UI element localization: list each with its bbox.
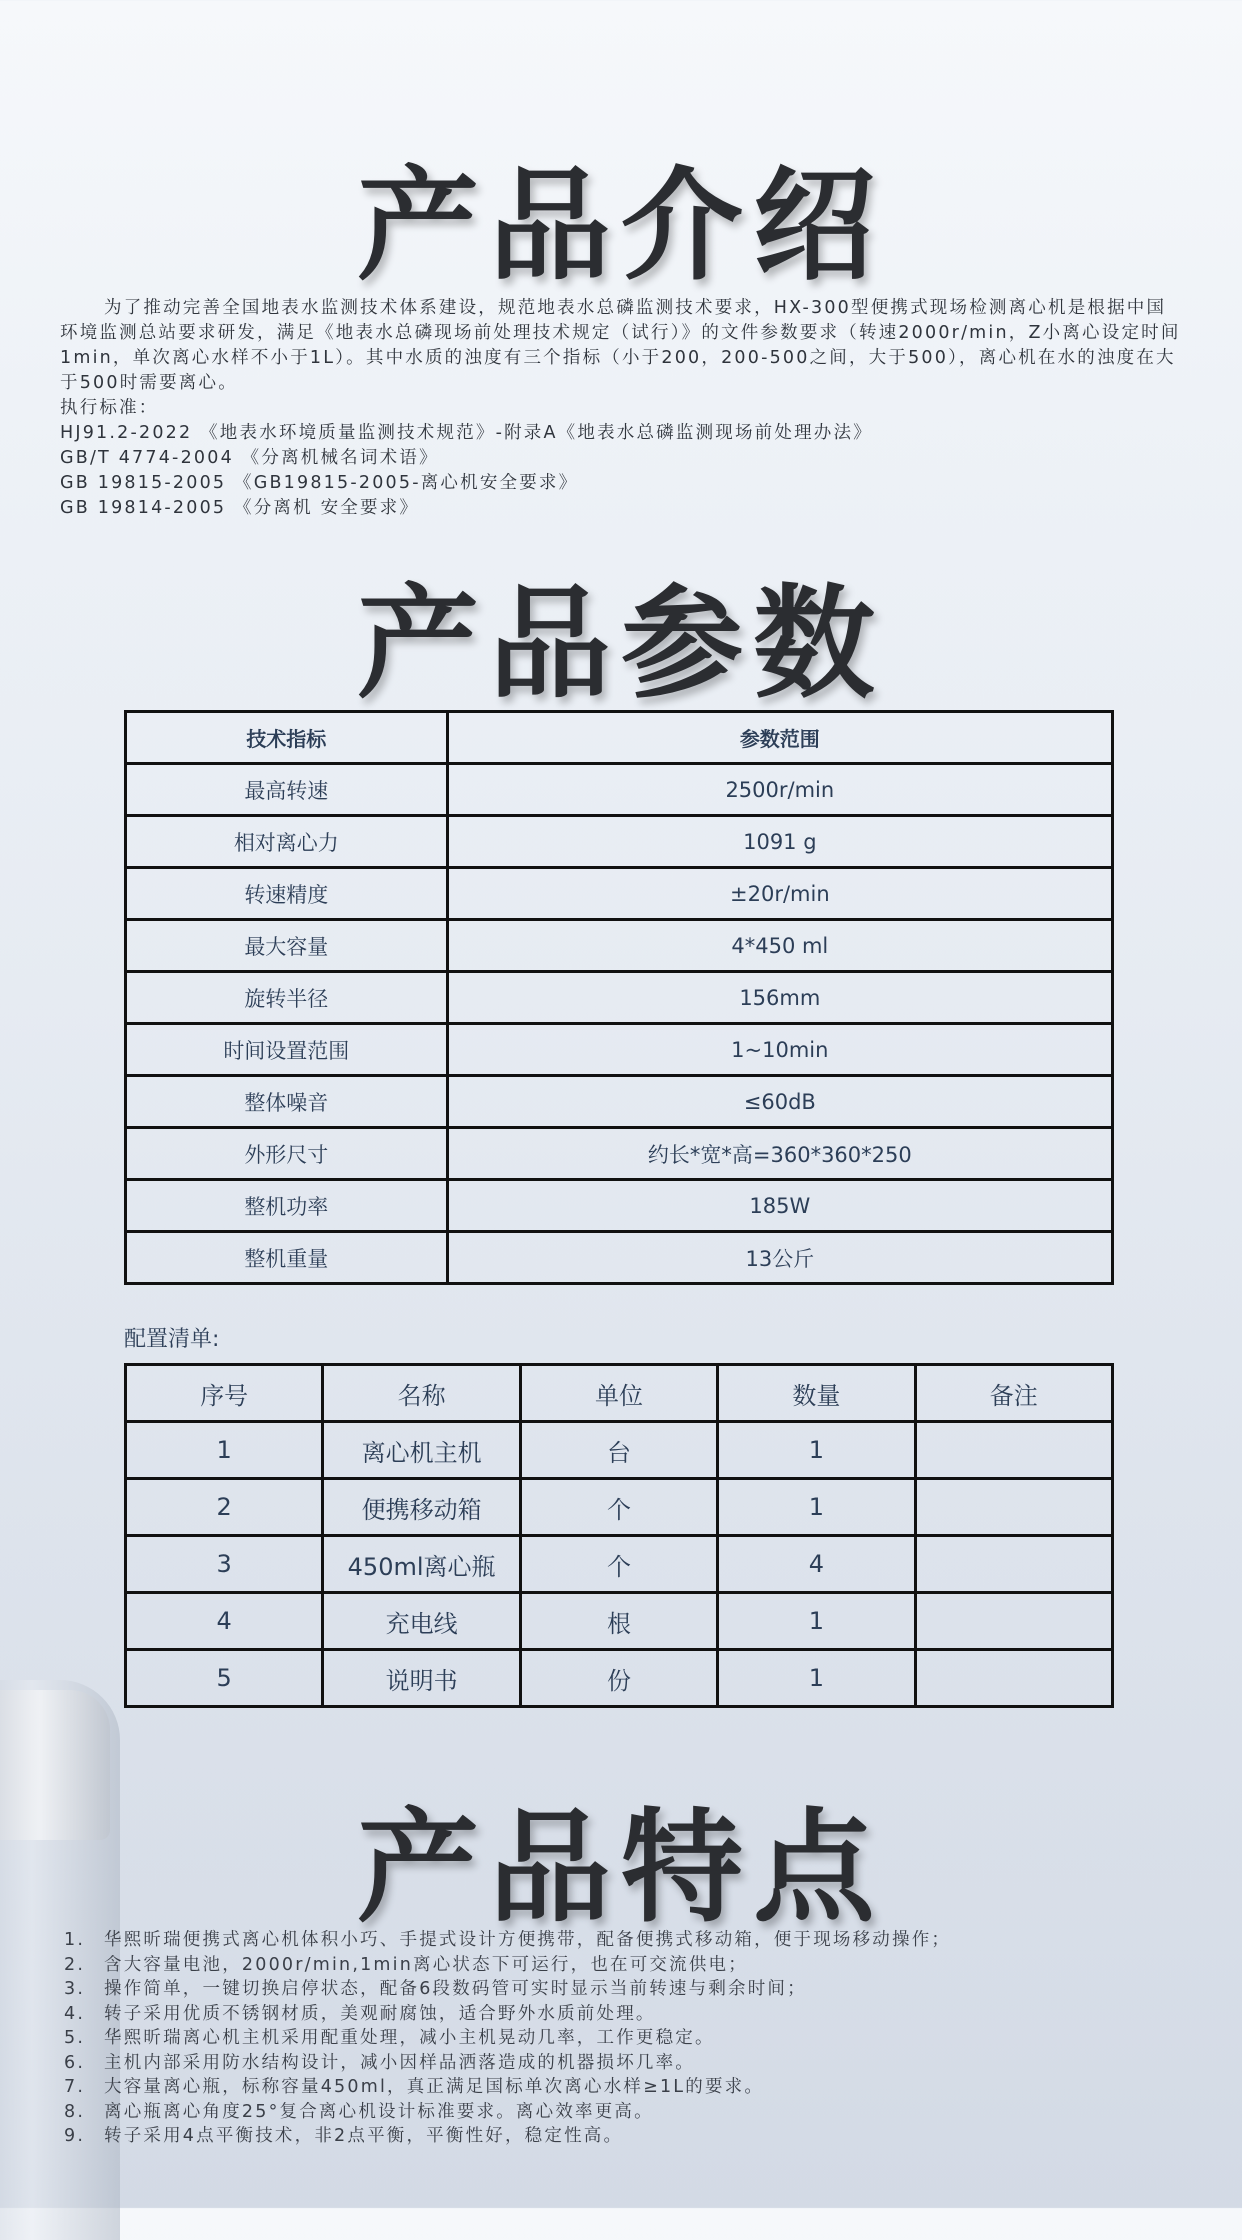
standard-item: GB 19815-2005 《GB19815-2005-离心机安全要求》 — [60, 473, 579, 493]
param-name-cell: 整体噪音 — [126, 1076, 448, 1128]
param-value-cell: 1091 g — [447, 816, 1112, 868]
feature-text: 华熙昕瑞离心机主机采用配重处理，减小主机晃动几率，工作更稳定。 — [104, 2028, 715, 2048]
quantity-cell: 1 — [718, 1422, 915, 1479]
remark-cell — [915, 1650, 1112, 1707]
feature-number: 8. — [64, 2101, 86, 2122]
unit-cell: 份 — [520, 1650, 717, 1707]
standard-item: HJ91.2-2022 《地表水环境质量监测技术规范》-附录A《地表水总磷监测现场前处理办法》 — [60, 423, 873, 443]
table-row — [126, 816, 1113, 868]
parameter-table — [124, 710, 1114, 1285]
feature-text: 含大容量电池，2000r/min,1min离心状态下可运行，也在可交流供电； — [104, 1954, 748, 1975]
table-header-row — [126, 1365, 1113, 1422]
quantity-cell: 1 — [718, 1593, 915, 1650]
quantity-cell: 1 — [718, 1479, 915, 1536]
param-value-cell: ≤60dB — [447, 1076, 1112, 1128]
section-title-intro: 产品介绍 — [357, 155, 885, 297]
unit-cell: 个 — [520, 1479, 717, 1536]
table-row — [126, 1479, 1113, 1536]
param-name-cell: 转速精度 — [126, 868, 448, 920]
remark-cell — [915, 1536, 1112, 1593]
param-name-cell: 整机重量 — [126, 1232, 448, 1284]
feature-text: 转子采用优质不锈钢材质，美观耐腐蚀，适合野外水质前处理。 — [104, 2003, 656, 2024]
header-cell: 序号 — [126, 1365, 323, 1422]
table-row — [126, 764, 1113, 816]
quantity-cell: 1 — [718, 1650, 915, 1707]
feature-number: 5. — [64, 2028, 86, 2048]
list-item — [64, 2026, 1184, 2051]
param-value-cell: 185W — [447, 1180, 1112, 1232]
param-name-cell: 外形尺寸 — [126, 1128, 448, 1180]
feature-number: 6. — [64, 2052, 86, 2073]
param-value-cell: 13公斤 — [447, 1232, 1112, 1284]
header-cell: 单位 — [520, 1365, 717, 1422]
list-item — [64, 2124, 1184, 2149]
param-value-cell: 156mm — [447, 972, 1112, 1024]
remark-cell — [915, 1479, 1112, 1536]
quantity-cell: 4 — [718, 1536, 915, 1593]
table-row — [126, 1128, 1113, 1180]
feature-text: 华熙昕瑞便携式离心机体积小巧、手提式设计方便携带，配备便携式移动箱，便于现场移动操作； — [104, 1930, 952, 1950]
feature-number: 2. — [64, 1954, 86, 1975]
feature-number: 1. — [64, 1930, 86, 1950]
table-row — [126, 1536, 1113, 1593]
header-cell: 数量 — [718, 1365, 915, 1422]
index-cell: 4 — [126, 1593, 323, 1650]
table-row — [126, 1593, 1113, 1650]
section-title-params: 产品参数 — [357, 573, 885, 715]
param-value-cell: 2500r/min — [447, 764, 1112, 816]
feature-number: 3. — [64, 1979, 86, 1999]
item-name-cell: 充电线 — [323, 1593, 520, 1650]
table-row — [126, 1422, 1113, 1479]
feature-text: 转子采用4点平衡技术，非2点平衡，平衡性好，稳定性高。 — [104, 2126, 624, 2146]
table-row — [126, 1024, 1113, 1076]
table-row — [126, 868, 1113, 920]
param-name-cell: 最大容量 — [126, 920, 448, 972]
feature-text: 操作简单，一键切换启停状态，配备6段数码管可实时显示当前转速与剩余时间； — [104, 1979, 807, 1999]
index-cell: 2 — [126, 1479, 323, 1536]
list-item — [64, 1928, 1184, 1953]
list-item — [64, 2100, 1184, 2125]
features-list — [64, 1928, 1184, 2149]
param-value-cell: 4*450 ml — [447, 920, 1112, 972]
header-cell: 技术指标 — [126, 712, 448, 764]
remark-cell — [915, 1593, 1112, 1650]
unit-cell: 个 — [520, 1536, 717, 1593]
unit-cell: 台 — [520, 1422, 717, 1479]
standards-label: 执行标准： — [60, 398, 159, 418]
unit-cell: 根 — [520, 1593, 717, 1650]
header-cell: 名称 — [323, 1365, 520, 1422]
item-name-cell: 便携移动箱 — [323, 1479, 520, 1536]
header-cell: 备注 — [915, 1365, 1112, 1422]
index-cell: 3 — [126, 1536, 323, 1593]
intro-paragraph: 为了推动完善全国地表水监测技术体系建设，规范地表水总磷监测技术要求，HX-300型便携式现场检测离心机是根据中国环境监测总站要求研发，满足《地表水总磷现场前处理技术规定（试行）》的文件参数要求（转速2000r/min，Z小离心设定时间1min，单次离心水样不小于1L）。其中水质的浊度有三个指标（小于200，200-500之间，大于500），离心机在水的浊度在大于500时需要离心。 — [60, 298, 1181, 393]
param-value-cell: ±20r/min — [447, 868, 1112, 920]
feature-number: 7. — [64, 2077, 86, 2097]
index-cell: 5 — [126, 1650, 323, 1707]
param-name-cell: 相对离心力 — [126, 816, 448, 868]
param-name-cell: 时间设置范围 — [126, 1024, 448, 1076]
intro-text-block — [60, 296, 1185, 521]
table-row — [126, 1650, 1113, 1707]
feature-text: 离心瓶离心角度25°复合离心机设计标准要求。离心效率更高。 — [104, 2101, 654, 2122]
standard-item: GB 19814-2005 《分离机 安全要求》 — [60, 498, 420, 518]
item-name-cell: 离心机主机 — [323, 1422, 520, 1479]
param-value-cell: 1~10min — [447, 1024, 1112, 1076]
item-name-cell: 说明书 — [323, 1650, 520, 1707]
param-name-cell: 旋转半径 — [126, 972, 448, 1024]
table-row — [126, 972, 1113, 1024]
item-name-cell: 450ml离心瓶 — [323, 1536, 520, 1593]
config-list-label: 配置清单: — [124, 1327, 220, 1352]
feature-text: 主机内部采用防水结构设计，减小因样品洒落造成的机器损坏几率。 — [104, 2052, 695, 2073]
list-item — [64, 2075, 1184, 2100]
table-row — [126, 1076, 1113, 1128]
table-row — [126, 1232, 1113, 1284]
table-row — [126, 920, 1113, 972]
param-name-cell: 最高转速 — [126, 764, 448, 816]
standard-item: GB/T 4774-2004 《分离机械名词术语》 — [60, 448, 439, 468]
remark-cell — [915, 1422, 1112, 1479]
table-header-row — [126, 712, 1113, 764]
param-value-cell: 约长*宽*高=360*360*250 — [447, 1128, 1112, 1180]
list-item — [64, 1977, 1184, 2002]
config-table — [124, 1363, 1114, 1708]
feature-text: 大容量离心瓶，标称容量450ml，真正满足国标单次离心水样≥1L的要求。 — [104, 2077, 765, 2097]
header-cell: 参数范围 — [447, 712, 1112, 764]
list-item — [64, 2002, 1184, 2027]
list-item — [64, 2051, 1184, 2076]
index-cell: 1 — [126, 1422, 323, 1479]
feature-number: 4. — [64, 2003, 86, 2024]
param-name-cell: 整机功率 — [126, 1180, 448, 1232]
table-row — [126, 1180, 1113, 1232]
section-title-features: 产品特点 — [357, 1797, 885, 1939]
list-item — [64, 1953, 1184, 1978]
feature-number: 9. — [64, 2126, 86, 2146]
